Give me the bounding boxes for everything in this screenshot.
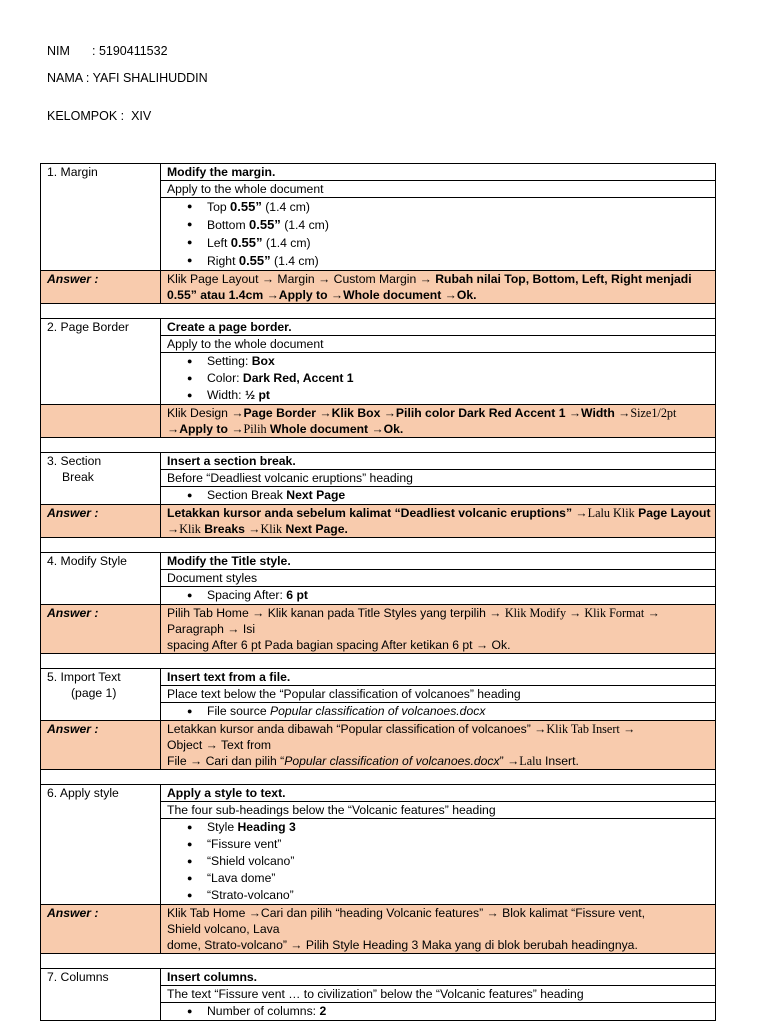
list-item: ● Color: Dark Red, Accent 1 — [167, 370, 712, 387]
answer-text: Letakkan kursor anda dibawah “Popular classification of volcanoes” →Klik Tab Insert → Object → Text from File → Cari dan pilih “Popular classification of volcanoes.docx” →Lalu Insert. — [161, 721, 716, 770]
list-item: ● Width: ½ pt — [167, 387, 712, 404]
task-bullets — [161, 587, 716, 605]
list-item: ● Style Heading 3 — [167, 819, 712, 836]
task-bullets — [161, 487, 716, 505]
list-item: ● “Fissure vent” — [167, 836, 712, 853]
task-bullets — [161, 198, 716, 271]
answer-text: Klik Tab Home →Cari dan pilih “heading Volcanic features” → Blok kalimat “Fissure vent, Shield volcano, Lava dome, Strato-volcano” → Pilih Style Heading 3 Maka yang di blok berubah headingnya. — [161, 905, 716, 954]
task-label: 1. Margin — [41, 164, 161, 271]
task-title: Insert text from a file. — [161, 669, 716, 686]
answer-text: Letakkan kursor anda sebelum kalimat “Deadliest volcanic eruptions” →Lalu Klik Page Layout →Klik Breaks →Klik Next Page. — [161, 505, 716, 538]
spacer-row — [41, 654, 716, 669]
task-title: Create a page border. — [161, 319, 716, 336]
answer-text: Pilih Tab Home → Klik kanan pada Title Styles yang terpilih → Klik Modify → Klik Format → Paragraph → Isi spacing After 6 pt Pada bagian spacing After ketikan 6 pt → Ok. — [161, 605, 716, 654]
task-label: 5. Import Text (page 1) — [41, 669, 161, 721]
list-item: ● “Strato-volcano” — [167, 887, 712, 904]
task-bullets — [161, 1003, 716, 1021]
task-table — [40, 163, 716, 1021]
list-item: ● Top 0.55” (1.4 cm) — [167, 198, 712, 216]
nim-value: : 5190411532 — [92, 44, 168, 58]
task-apply: Before “Deadliest volcanic eruptions” heading — [161, 470, 716, 487]
answer-label: Answer : — [41, 505, 161, 538]
answer-row — [41, 505, 716, 538]
spacer-row — [41, 304, 716, 319]
list-item: ● Right 0.55” (1.4 cm) — [167, 252, 712, 270]
list-item: ● Setting: Box — [167, 353, 712, 370]
spacer-row — [41, 538, 716, 553]
nama-line: NAMA : YAFI SHALIHUDDIN — [47, 71, 208, 85]
list-item: ● Spacing After: 6 pt — [167, 587, 712, 604]
spacer-row — [41, 954, 716, 969]
answer-row — [41, 605, 716, 654]
answer-label: Answer : — [41, 905, 161, 954]
task-title: Apply a style to text. — [161, 785, 716, 802]
answer-text: Klik Page Layout → Margin → Custom Margin → Rubah nilai Top, Bottom, Left, Right menjadi 0.55” atau 1.4cm →Apply to →Whole document →Ok. — [161, 271, 716, 304]
list-item: ● File source Popular classification of volcanoes.docx — [167, 703, 712, 720]
list-item: ● Number of columns: 2 — [167, 1003, 712, 1020]
answer-row — [41, 721, 716, 770]
answer-text: Klik Design →Page Border →Klik Box →Pilih color Dark Red Accent 1 →Width →Size1/2pt →Apply to →Pilih Whole document →Ok. — [161, 405, 716, 438]
nim-line — [47, 44, 168, 58]
spacer-row — [41, 770, 716, 785]
task-title: Modify the margin. — [161, 164, 716, 181]
list-item: ● Bottom 0.55” (1.4 cm) — [167, 216, 712, 234]
kelompok-value: XIV — [131, 109, 152, 123]
task-apply: The text “Fissure vent … to civilization” below the “Volcanic features” heading — [161, 986, 716, 1003]
task-apply: Apply to the whole document — [161, 336, 716, 353]
kelompok-label: KELOMPOK : — [47, 109, 125, 123]
task-1-title-row — [41, 164, 716, 181]
answer-row — [41, 905, 716, 954]
task-label: 4. Modify Style — [41, 553, 161, 605]
task-label: 7. Columns — [41, 969, 161, 1021]
answer-label-empty — [41, 405, 161, 438]
task-label: 3. Section Break — [41, 453, 161, 505]
task-label: 2. Page Border — [41, 319, 161, 405]
answer-row — [41, 405, 716, 438]
task-apply: Apply to the whole document — [161, 181, 716, 198]
answer-row — [41, 271, 716, 304]
task-bullets — [161, 353, 716, 405]
task-title: Insert columns. — [161, 969, 716, 986]
task-apply: Place text below the “Popular classification of volcanoes” heading — [161, 686, 716, 703]
task-apply: Document styles — [161, 570, 716, 587]
spacer-row — [41, 438, 716, 453]
list-item: ● “Lava dome” — [167, 870, 712, 887]
nim-label: NIM — [47, 44, 70, 58]
list-item: ● “Shield volcano” — [167, 853, 712, 870]
answer-label: Answer : — [41, 721, 161, 770]
answer-label: Answer : — [41, 605, 161, 654]
kelompok-line — [47, 109, 151, 123]
answer-label: Answer : — [41, 271, 161, 304]
task-title: Insert a section break. — [161, 453, 716, 470]
task-bullets — [161, 819, 716, 905]
task-apply: The four sub-headings below the “Volcanic features” heading — [161, 802, 716, 819]
task-bullets — [161, 703, 716, 721]
list-item: ● Left 0.55” (1.4 cm) — [167, 234, 712, 252]
list-item: ● Section Break Next Page — [167, 487, 712, 504]
task-title: Modify the Title style. — [161, 553, 716, 570]
task-label: 6. Apply style — [41, 785, 161, 905]
